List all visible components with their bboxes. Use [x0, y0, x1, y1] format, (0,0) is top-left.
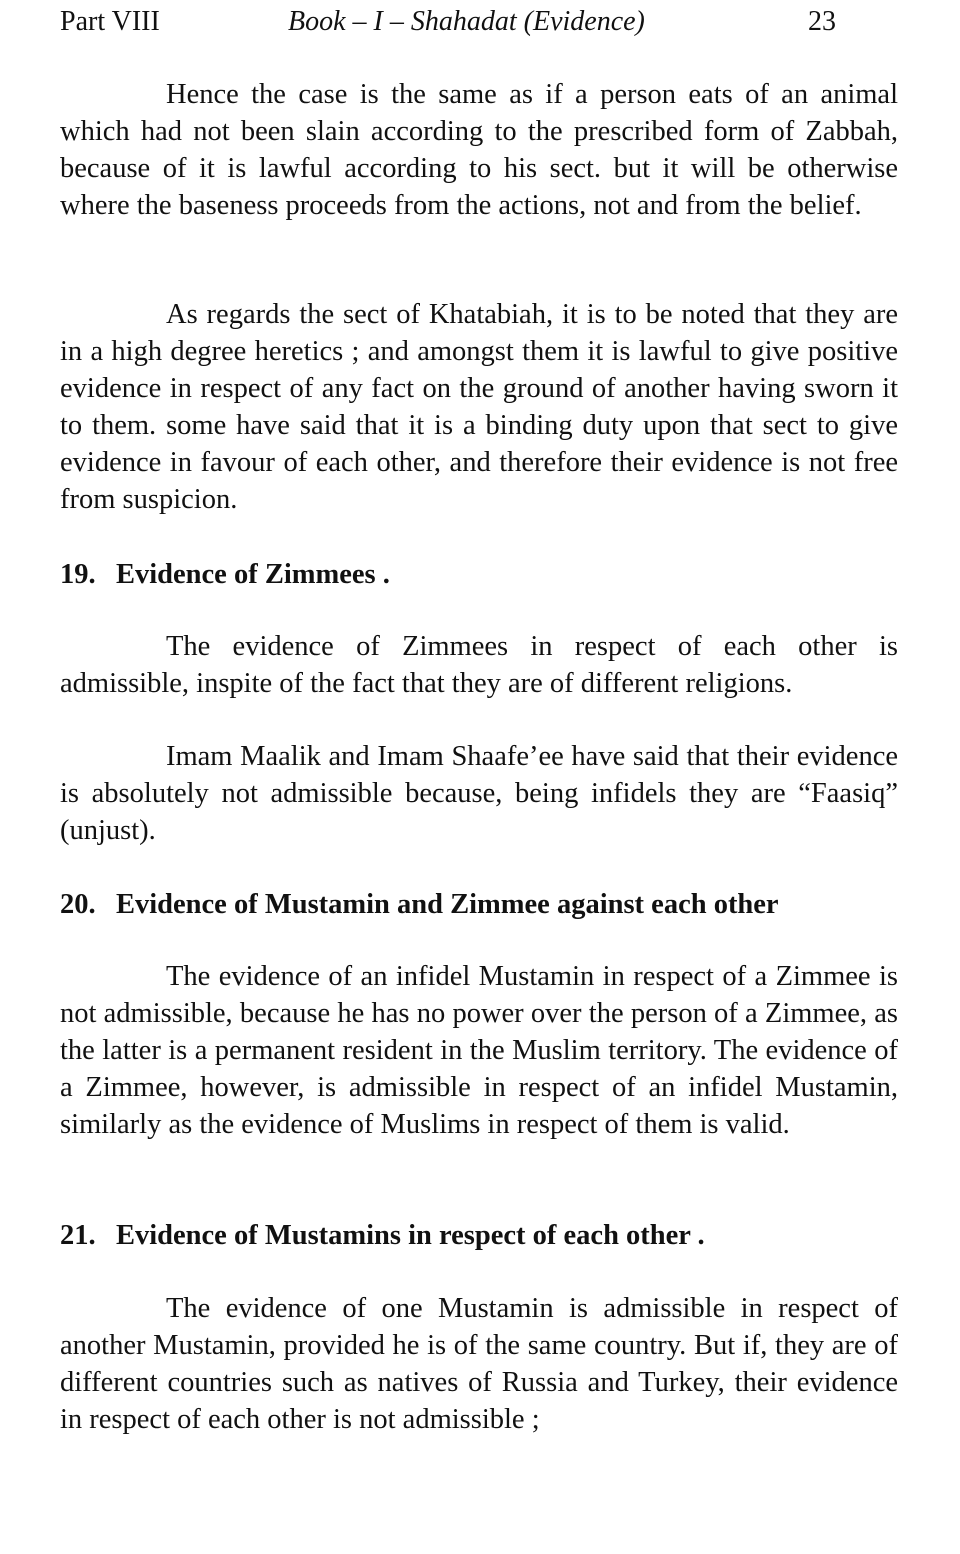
section-heading-19 — [60, 557, 898, 593]
running-header — [60, 4, 898, 44]
section-title: Evidence of Mustamin and Zimmee against each other — [116, 889, 779, 920]
section-heading-21 — [60, 1218, 898, 1254]
paragraph-maalik-shaafeee: Imam Maalik and Imam Shaafe’ee have said that their evidence is absolutely not admissible because, being infidels they are “Faasiq” (unjust). — [60, 741, 898, 846]
paragraph-khatabiah: As regards the sect of Khatabiah, it is to be noted that they are in a high degree heretics ; and amongst them it is lawful to give positive evidence in respect of any fact on the ground of another having sworn it to them. some have said that it is a binding duty upon that sect to give evidence in favour of each other, and therefore their evidence is not free from suspicion. — [60, 299, 898, 515]
book-title: Book – I – Shahadat (Evidence) — [288, 6, 645, 37]
section-heading-20 — [60, 887, 898, 923]
section-number: 20. — [60, 889, 96, 920]
paragraph-mustamins-each-other: The evidence of one Mustamin is admissible in respect of another Mustamin, provided he is of the same country. But if, they are of different countries such as natives of Russia and Turkey, their evidence in respect of each other is not admissible ; — [60, 1293, 898, 1435]
page-number: 23 — [808, 6, 836, 37]
paragraph-zimmees-admissible: The evidence of Zimmees in respect of each other is admissible, inspite of the fact that they are of different religions. — [60, 631, 898, 699]
section-number: 19. — [60, 559, 96, 590]
section-title: Evidence of Mustamins in respect of each other . — [116, 1220, 705, 1251]
part-label: Part VIII — [60, 6, 160, 37]
paragraph-zabbah: Hence the case is the same as if a person eats of an animal which had not been slain according to the prescribed form of Zabbah, because of it is lawful according to his sect. but it will be otherwise where the baseness proceeds from the actions, not and from the belief. — [60, 79, 898, 221]
section-title: Evidence of Zimmees . — [116, 559, 390, 590]
paragraph-mustamin-zimmee: The evidence of an infidel Mustamin in respect of a Zimmee is not admissible, because he has no power over the person of a Zimmee, as the latter is a permanent resident in the Muslim territory. The evidence of a Zimmee, however, is admissible in respect of an infidel Mustamin, similarly as the evidence of Muslims in respect of them is valid. — [60, 961, 898, 1140]
section-number: 21. — [60, 1220, 96, 1251]
